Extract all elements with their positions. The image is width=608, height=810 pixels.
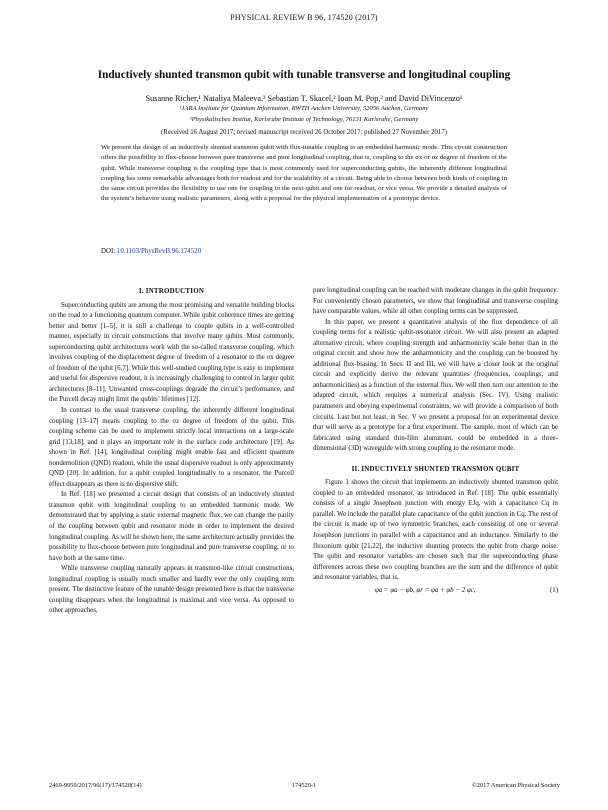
intro-paragraph: In contrast to the usual transverse coupling, the inherently different longitudinal coupling [13–17] means coupling to the σz degree of freedom of the qubit. This coupling scheme can be used to implement strictly local interactions on a large-scale grid [13,18], and it plays an important role in the surface code architecture [19]. As shown in Ref. [14], longitudinal coupling might enable fast and efficient quantum nondemolition (QND) readout, while the usual dispersive readout is only approximately QND [20]. In addition, for a qubit coupled longitudinally to a resonator, the Purcell effect disappears as there is no dispersive shift. (49, 407, 294, 488)
intro-paragraph: In this paper, we present a quantitative analysis of the flux dependence of all coupling terms for a realistic qubit-resonator circuit. We will also present an adapted alternative circuit, where coupling strength and anharmonicity scale better than in the original circuit and show how the anharmonicity and the coupling can be boosted by additional flux-biasing. In Secs. II and III, we will have a closer look at the original circuit and explicitly derive the relevant quantities (frequencies, couplings, and anharmonicities) as a function of the external flux. We will then turn our attention to the adapted circuit, which requires a numerical analysis (Sec. IV). Using realistic parameters and obeying experimental constraints, we will provide a comparison of both circuits. Last but not least, in Sec. V we present a proposal for an experimental device that will serve as a prototype for a first experiment. The sample, most of which can be fabricated using standard thin-film aluminum, could be embedded in a three-dimensional (3D) waveguide with strong coupling to the resonator mode. (313, 318, 558, 453)
section-paragraph: Figure 1 shows the circuit that implements an inductively shunted transmon qubit coupled to an embedded resonator, as introduced in Ref. [18]. The qubit essentially consists of a single Josephson junction with energy EJq, with a capacitance Cq in parallel. We include the parallel plate capacitance of the qubit junction in Cq. The rest of the circuit is made up of two symmetric branches, each consisting of one or several Josephson junctions in parallel with a capacitance and an inductance. Similarly to the fluxonium qubit [21,22], the inductive shunting protects the qubit from charge noise. The qubit and resonator variables are chosen such that the superconducting phase differences across these two coupling branches are the sum and the difference of qubit and resonator variables, that is, (313, 479, 558, 582)
doi-line (101, 248, 201, 255)
doi-link[interactable]: 10.1103/PhysRevB.96.174520 (116, 248, 202, 255)
footer-page-number: 174520-1 (291, 782, 317, 789)
affiliation-1: ¹JARA Institute for Quantum Information, RWTH Aachen University, 52056 Aachen, Germany (179, 105, 429, 112)
journal-header: PHYSICAL REVIEW B 96, 174520 (2017) (230, 13, 378, 22)
intro-paragraph: pure longitudinal coupling can be reached with moderate changes in the qubit frequency. For conveniently chosen parameters, we show that longitudinal and transverse coupling have comparable values, while all other coupling terms can be suppressed. (313, 287, 558, 316)
footer-issn: 2469-9950/2017/96(17)/174520(14) (49, 782, 142, 789)
intro-paragraph: In Ref. [18] we presented a circuit design that consists of an inductively shunted transmon qubit with longitudinal coupling to an embedded harmonic mode. We demonstrated that by applying a static external magnetic flux, we can change the parity of the coupling between qubit and resonator mode in order to implement the desired longitudinal coupling. As will be shown here, the same architecture actually provides the possibility to flux-choose between pure longitudinal and pure transverse coupling, or to have both at the same time. (49, 491, 294, 562)
intro-paragraph: Superconducting qubits are among the most promising and versatile building blocks on the road to a functioning quantum computer. While qubit coherence times are getting better and better [1–5], it is still a challenge to couple qubits in a well-controlled manner, especially in circuit constructions that involve many qubits. Most commonly, superconducting qubit architectures work with the so-called transverse coupling, which involves coupling of the displacement degree of freedom of a resonator to the σx degree of freedom of the qubit [6,7]. While this well-studied coupling type is easy to implement and useful for dispersive readout, it is increasingly challenging to control in larger qubit architectures [8–11]. Unwanted cross-couplings degrade the circuit’s performance, and the Purcell decay might limit the qubits’ lifetimes [12]. (49, 301, 294, 404)
equation-body: φa = φa − φb, φr = φa + φb − 2 φc, (375, 586, 476, 594)
right-column (313, 286, 558, 596)
section-heading-introduction: I. INTRODUCTION (138, 287, 205, 295)
author-list: Susanne Richer,¹ Nataliya Maleeva,² Sebastian T. Skacel,² Ioan M. Pop,² and David DiVincenzo¹ (145, 94, 463, 103)
equation-number: (1) (549, 586, 558, 594)
affiliation-2: ²Physikalisches Institut, Karlsruhe Institute of Technology, 76131 Karlsruhe, Germany (189, 116, 419, 123)
footer-copyright: ©2017 American Physical Society (471, 782, 560, 789)
intro-paragraph: While transverse coupling naturally appears in transmon-like circuit constructions, longitudinal coupling is usually much smaller and hardly ever the only coupling term present. The distinctive feature of the tunable design presented here is that the transverse coupling disappears when the longitudinal is maximal and vice versa. As opposed to other approaches, (49, 565, 294, 615)
paper-title: Inductively shunted transmon qubit with tunable transverse and longitudinal coupling (97, 69, 511, 81)
doi-label: DOI: (101, 248, 116, 255)
received-dates: (Received 16 August 2017; revised manuscript received 26 October 2017; published 27 November 2017) (161, 129, 447, 136)
abstract: We present the design of an inductively shunted transmon qubit with flux-tunable coupling to an embedded harmonic mode. This circuit construction offers the possibility to flux-choose between pure transverse and pure longitudinal coupling, that is, coupling to the σx or σz degree of freedom of the qubit. While transverse coupling is the coupling type that is most commonly used for superconducting qubits, the inherently different longitudinal coupling has some remarkable advantages both for readout and for the scalability of a circuit. Being able to choose between both kinds of coupling in the same circuit provides the flexibility to use one for coupling to the next qubit and one for readout, or vice versa. We provide a detailed analysis of the system’s behavior using realistic parameters, along with a proposal for the physical implementation of a prototype device. (101, 144, 507, 203)
section-heading-transmon: II. INDUCTIVELY SHUNTED TRANSMON QUBIT (351, 464, 520, 473)
equation-1 (313, 584, 558, 597)
left-column (49, 286, 294, 617)
